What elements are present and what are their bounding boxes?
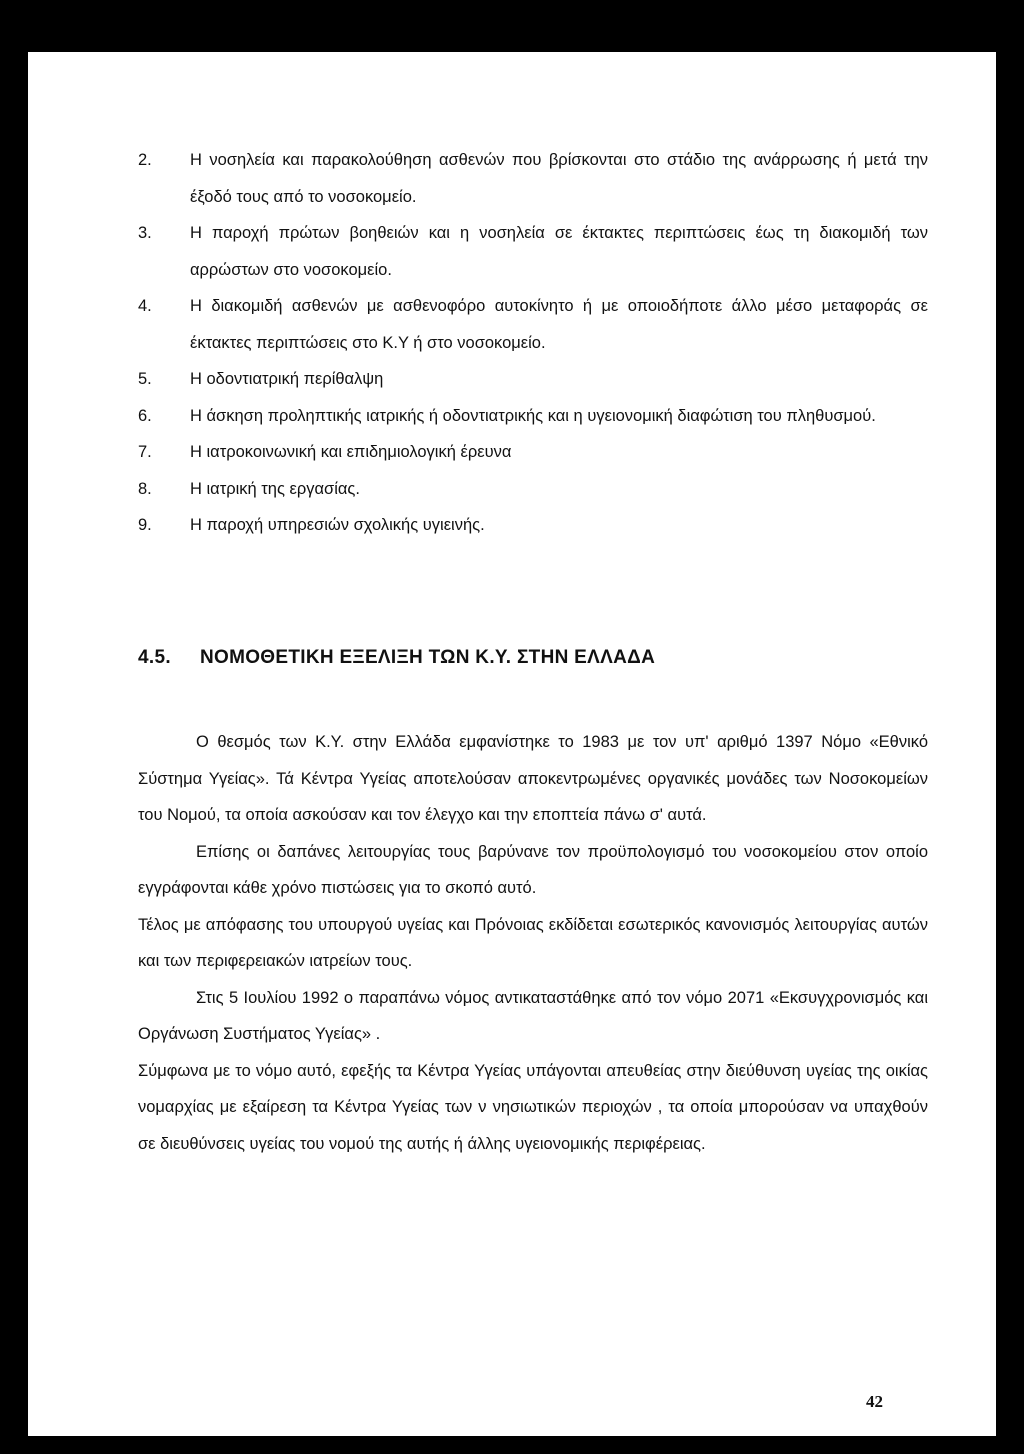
list-item-number: 8. <box>138 479 152 498</box>
list-item-number: 2. <box>138 151 152 169</box>
list-item-text: Η διακομιδή ασθενών με ασθενοφόρο αυτοκίνητο ή με οποιοδήποτε άλλο μέσο μεταφοράς σε έκτακτες περιπτώσεις στο Κ.Υ ή στο νοσοκομείο. <box>190 297 928 352</box>
paragraph: Επίσης οι δαπάνες λειτουργίας τους βαρύνανε τον προϋπολογισμό του νοσοκομείου στον οποίο εγγράφονται κάθε χρόνο πιστώσεις για το σκοπό αυτό. <box>138 842 928 897</box>
list-item-text: Η ιατρική της εργασίας. <box>190 479 360 498</box>
list-item-text: Η οδοντιατρική περίθαλψη <box>190 370 384 388</box>
section-body <box>138 724 928 1162</box>
paragraph: Σύμφωνα με το νόμο αυτό, εφεξής τα Κέντρα Υγείας υπάγονται απευθείας στην διεύθυνση υγείας της οικίας νομαρχίας με εξαίρεση τα Κέντρα Υγείας των ν νησιωτικών περιοχών , τα οποία μπορούσαν να υπαχθούν σε διευθύνσεις υγείας του νομού της αυτής ή άλλης υγειονομικής περιφέρειας. <box>138 1061 928 1153</box>
list-item <box>138 434 928 471</box>
list-item-text: Η άσκηση προληπτικής ιατρικής ή οδοντιατρικής και η υγειονομική διαφώτιση του πληθυσμού. <box>190 406 876 425</box>
section-number: 4.5. <box>138 646 171 668</box>
section-title: ΝΟΜΟΘΕΤΙΚΗ ΕΞΕΛΙΞΗ ΤΩΝ Κ.Υ. ΣΤΗΝ ΕΛΛΑΔΑ <box>200 646 656 668</box>
list-item <box>138 471 928 508</box>
paragraph: Ο θεσμός των Κ.Υ. στην Ελλάδα εμφανίστηκε το 1983 με τον υπ' αριθμό 1397 Νόμο «Εθνικό Σύστημα Υγείας». Τά Κέντρα Υγείας αποτελούσαν αποκεντρωμένες οργανικές μονάδες των Νοσοκομείων του Νομού, τα οποία ασκούσαν και τον έλεγχο και την εποπτεία πάνω σ' αυτά. <box>138 733 928 824</box>
numbered-list <box>138 142 928 544</box>
list-item-number: 4. <box>138 297 152 315</box>
document-page <box>28 52 996 1436</box>
list-item <box>138 398 928 435</box>
list-item-number: 7. <box>138 443 152 461</box>
paragraph: Στις 5 Ιουλίου 1992 ο παραπάνω νόμος αντικαταστάθηκε από τον νόμο 2071 «Εκσυγχρονισμός και Οργάνωση Συστήματος Υγείας» . <box>138 988 928 1043</box>
list-item-text: Η παροχή πρώτων βοηθειών και η νοσηλεία σε έκτακτες περιπτώσεις έως τη διακομιδή των αρρώστων στο νοσοκομείο. <box>190 224 928 279</box>
list-item <box>138 361 928 398</box>
list-item-number: 9. <box>138 516 152 534</box>
list-item <box>138 507 928 544</box>
list-item-text: Η νοσηλεία και παρακολούθηση ασθενών που βρίσκονται στο στάδιο της ανάρρωσης ή μετά την έξοδό τους από το νοσοκομείο. <box>190 151 928 206</box>
list-item-number: 6. <box>138 406 152 425</box>
page-content <box>138 142 928 1162</box>
list-item <box>138 142 928 215</box>
list-item-text: Η ιατροκοινωνική και επιδημιολογική έρευνα <box>190 443 512 461</box>
section-heading <box>138 640 928 677</box>
list-item-number: 3. <box>138 224 152 242</box>
list-item-number: 5. <box>138 370 152 388</box>
page-number: 42 <box>866 1392 883 1411</box>
paragraph: Τέλος με απόφασης του υπουργού υγείας και Πρόνοιας εκδίδεται εσωτερικός κανονισμός λειτουργίας αυτών και των περιφερειακών ιατρείων τους. <box>138 915 928 970</box>
list-item <box>138 288 928 361</box>
list-item <box>138 215 928 288</box>
list-item-text: Η παροχή υπηρεσιών σχολικής υγιεινής. <box>190 516 485 534</box>
